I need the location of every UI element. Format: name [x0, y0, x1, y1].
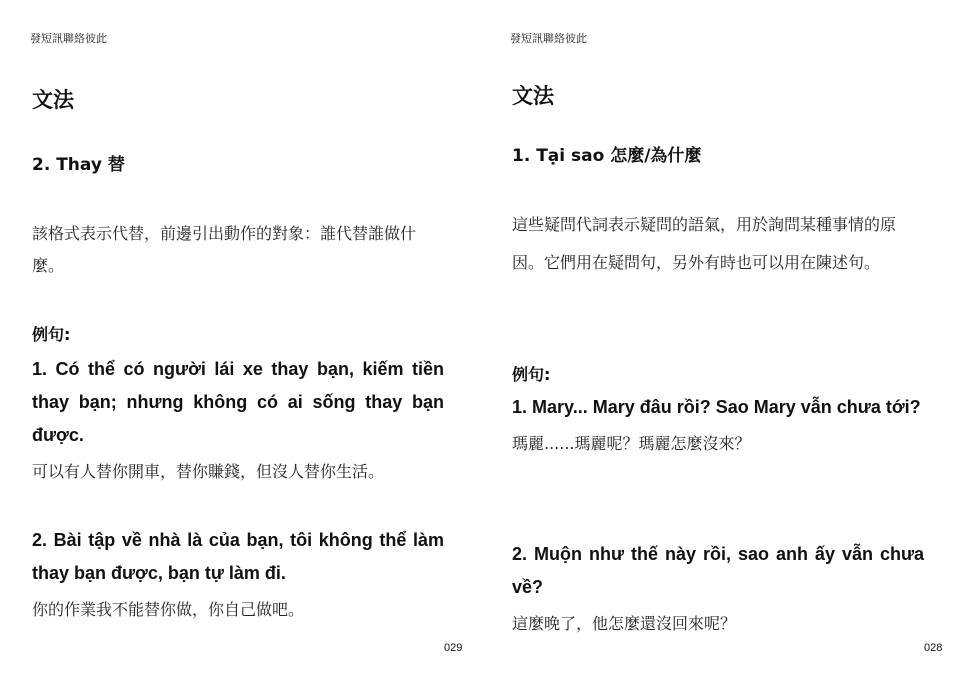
example-vietnamese: 1. Có thể có người lái xe thay bạn, kiếm tiền thay bạn; nhưng không có ai sống thay bạn được.: [32, 359, 444, 445]
examples-label: 例句:: [512, 365, 551, 384]
grammar-description: 這些疑問代詞表示疑問的語氣，用於詢問某種事情的原因。它們用在疑問句，另外有時也可以用在陳述句。: [512, 215, 897, 272]
example-chinese: 你的作業我不能替你做，你自己做吧。: [32, 600, 305, 619]
running-head: 發短訊聯絡彼此: [510, 32, 587, 45]
section-title: 文法: [32, 88, 74, 112]
page-number: 028: [924, 642, 943, 654]
section-title: 文法: [512, 84, 554, 108]
grammar-description: 該格式表示代替，前邊引出動作的對象：誰代替誰做什麼。: [32, 224, 417, 275]
grammar-point-title: 2. Thay 替: [32, 155, 125, 175]
right-page: [480, 0, 960, 678]
running-head: 發短訊聯絡彼此: [30, 32, 107, 45]
grammar-point-title: 1. Tại sao 怎麼/為什麼: [512, 146, 702, 166]
example-chinese: 這麼晚了，他怎麼還沒回來呢？: [512, 614, 737, 633]
example-chinese: 可以有人替你開車，替你賺錢，但沒人替你生活。: [32, 462, 385, 481]
examples-label: 例句:: [32, 325, 71, 344]
example-vietnamese: 2. Bài tập về nhà là của bạn, tôi không thể làm thay bạn được, bạn tự làm đi.: [32, 530, 444, 583]
example-vietnamese: 1. Mary... Mary đâu rồi? Sao Mary vẫn chưa tới?: [512, 397, 921, 417]
page-number: 029: [444, 642, 463, 654]
example-vietnamese: 2. Muộn như thế này rồi, sao anh ấy vẫn chưa về?: [512, 544, 924, 597]
example-chinese: 瑪麗......瑪麗呢？瑪麗怎麼沒來？: [512, 434, 751, 453]
